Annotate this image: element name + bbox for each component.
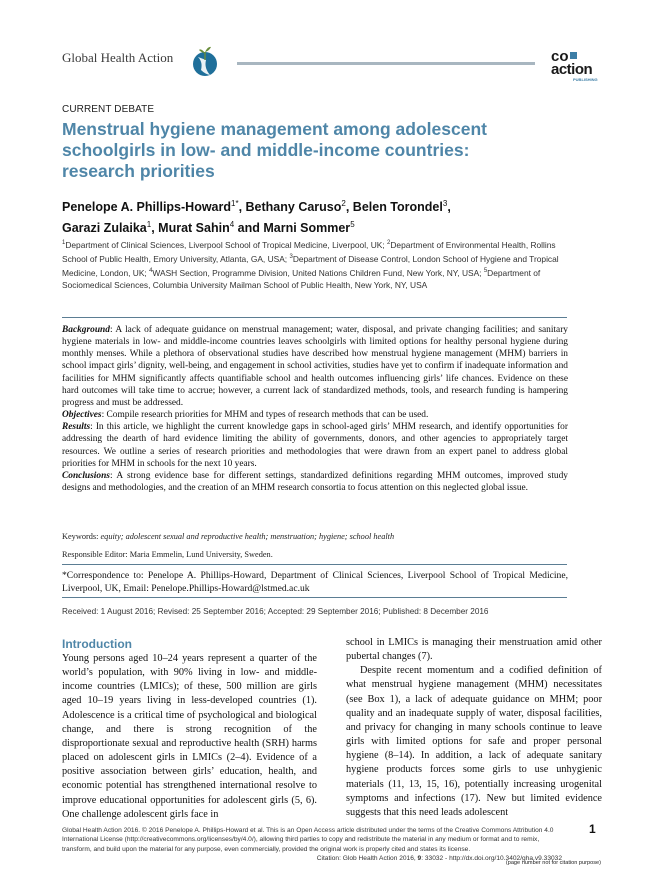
author-affil-marker: 3 [442,199,448,208]
author-separator: , [151,221,159,236]
author-name: Belen Torondel [352,200,443,215]
license-text: Global Health Action 2016. © 2016 Penelope A. Phillips-Howard et al. This is an Open Access article distributed under the terms of the Creative Commons Attribution 4.0 International License (http://creativecommons.org/licenses/by/4.0/), allowing third parties to copy and redistribute the material in any medium or format and to remix, transform, and build upon the material for any purpose, even commercially, provided the original work is properly cited and states its license. [62,827,554,853]
globe-sprout-icon [192,42,218,78]
author-name: Bethany Caruso [245,200,342,215]
author-affil-marker: 5 [350,220,355,230]
body-column-right [346,636,602,820]
abstract-divider [62,317,567,318]
body-paragraph: Young persons aged 10–24 years represent a quarter of the world’s population, with 90% living in low- and middle-income countries (LMICs); of these, 500 million are girls aged 10–19 years living in less-developed countries (1). Adolescence is a critical time of psychological and biological change, and there is strong recognition of the disproportionate sexual and reproductive health (SRH) harms placed on adolescent girls in LMICs (2–4). Evidence of a positive association between girls’ education, health, and economic potential has strengthened international resolve to improve educational opportunities for adolescent girls (5, 6). One challenge adolescent girls face in [62,653,317,820]
affiliation: Department of Environmental Health, Rollins School of Public Health, Emory University, Atlanta, GA, USA; [62,239,556,264]
header-divider [237,62,535,65]
affil-marker: 4 [149,268,153,274]
section-heading-introduction: Introduction [62,637,132,651]
author-separator: , [447,200,451,215]
correspondence: *Correspondence to: Penelope A. Phillips-Howard, Department of Clinical Sciences, Liverpool School of Tropical Medicine, Liverpool, UK, Email: Penelope.Phillips-Howard@lstmed.ac.uk [62,570,568,594]
body-paragraph: Despite recent momentum and a codified definition of what menstrual hygiene management (MHM) necessitates (see Box 1), a lack of adequate guidance on MHM; poor quality and an inadequate supply of water, disposal facilities, and privacy for changing in many schools continue to leave girls with limited options for safe and proper personal hygiene (8–14). In addition, a lack of adequate sanitary hygiene products forces some girls to use unhygienic materials (11, 13, 15, 16), potentially increasing urogenital symptoms and infections (17). New but limited evidence suggests that this need leads adolescent [346,665,602,818]
author-name: Marni Sommer [263,221,351,236]
affil-marker: 3 [289,254,293,260]
author-separator: , [238,200,246,215]
svg-text:action: action [551,61,593,78]
abstract-label: Background [62,325,110,335]
abstract-conclusions [62,470,568,494]
affiliation: Department of Sociomedical Sciences, Columbia University Mailman School of Public Health, New York, NY, USA [62,267,541,290]
page-number: 1 [589,822,596,836]
abstract-text: : A lack of adequate guidance on menstrual management; water, disposal, and private changing facilities; and sanitary hygiene materials in low- and middle-income countries leaves schoolgirls with limited options for healthy personal hygiene during monthly menses. While a plethora of observational studies have described how menstrual hygiene management (MHM) barriers in school impact girls’ dignity, well-being, and engagement in school activities, studies have yet to confirm if inadequate information and facilities for MHM significantly affects quantifiable school and health outcomes influencing girls’ life chances. Evidence on these hard outcomes will take time to accrue; however, a current lack of standardized methods, tools, and research funding is hampering progress and must be addressed. [62,325,568,408]
keywords-list: equity; adolescent sexual and reproductive health; menstruation; hygiene; school health [100,532,395,541]
author-name: Garazi Zulaika [62,221,147,236]
svg-text:PUBLISHING: PUBLISHING [573,77,598,82]
author-name: Penelope A. Phillips-Howard [62,200,232,215]
citation-doi[interactable]: : 33032 - http://dx.doi.org/10.3402/gha.v9.33032 [421,855,562,863]
abstract [62,324,568,494]
correspondence-divider-top [62,564,567,565]
author-separator: , [345,200,353,215]
abstract-background [62,324,568,409]
abstract-text: : In this article, we highlight the current knowledge gaps in school-aged girls’ MHM research, and identify opportunities for addressing the dearth of hard evidence limiting the ability of governments, donors, and other agencies to appropriately target resources. We outline a series of research priorities and methodologies that were drawn from an expert panel to address global priorities for MHM in schools for the next 10 years. [62,422,568,469]
correspondence-divider-bottom [62,597,567,598]
citation-prefix: Citation: Glob Health Action 2016, [316,855,418,863]
author-affil-marker: 2 [341,199,346,208]
affiliations [62,237,567,291]
footer [62,826,562,864]
page-number-note: (page number not for citation purpose) [505,860,601,866]
body-paragraph: school in LMICs is managing their menstruation amid other pubertal changes (7). [346,637,602,663]
svg-text:co: co [551,48,569,65]
responsible-editor: Responsible Editor: Maria Emmelin, Lund University, Sweden. [62,550,273,559]
article-title: Menstrual hygiene management among adolescent schoolgirls in low- and middle-income countries: research priorities [62,119,487,181]
author-separator: and [234,221,264,236]
author-list [62,195,522,237]
keywords-label: Keywords: [62,532,101,541]
abstract-label: Objectives [62,410,102,421]
body-column-left [62,652,317,822]
keywords [62,532,568,541]
citation-volume: 9 [417,855,422,863]
author-affil-marker: 1* [231,199,239,208]
affiliation: Department of Disease Control, London School of Hygiene and Tropical Medicine, London, UK; [62,253,559,278]
abstract-text: : Compile research priorities for MHM and types of research methods that can be used. [101,410,429,421]
article-dates: Received: 1 August 2016; Revised: 25 September 2016; Accepted: 29 September 2016; Published: 8 December 2016 [62,607,489,616]
affil-marker: 2 [387,240,391,246]
author-affil-marker: 1 [146,220,152,230]
affil-marker: 1 [62,240,66,246]
abstract-label: Conclusions [62,470,110,481]
affiliation: Department of Clinical Sciences, Liverpool School of Tropical Medicine, Liverpool, UK; [65,239,388,250]
author-affil-marker: 4 [229,220,235,230]
affiliation: WASH Section, Programme Division, United Nations Children Fund, New York, NY, USA; [152,267,484,278]
coaction-publishing-logo [543,47,613,83]
abstract-text: : A strong evidence base for different settings, standardized definitions regarding MHM outcomes, improved study designs and methodologies, and the creation of an MHM research consortia to focus attention on this neglected global issue. [62,470,568,494]
abstract-results [62,421,568,470]
author-name: Murat Sahin [158,221,230,236]
affil-marker: 5 [483,268,488,274]
abstract-objectives [62,409,568,421]
section-label: CURRENT DEBATE [62,104,155,115]
abstract-label: Results [62,422,91,433]
journal-name: Global Health Action [62,50,174,65]
